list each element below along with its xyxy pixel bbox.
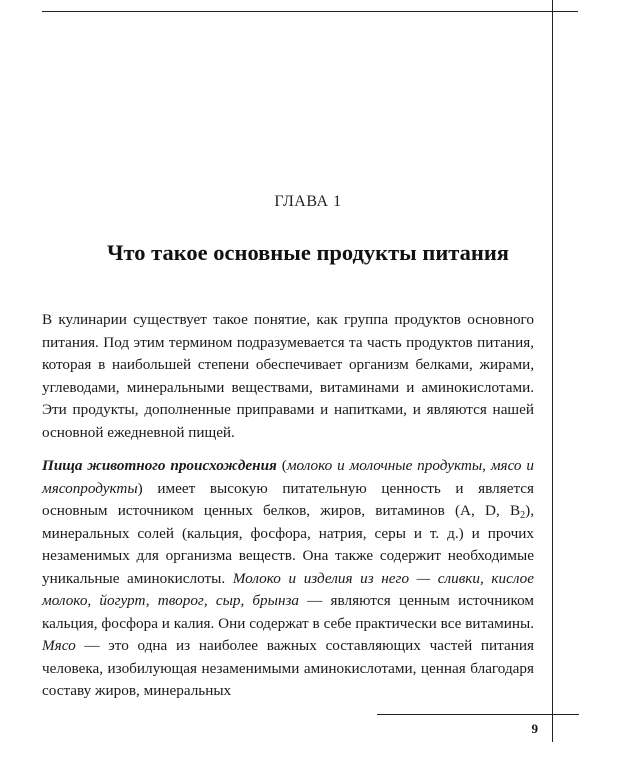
paragraph-animal-food	[42, 455, 534, 703]
paragraph-intro: В кулинарии существует такое понятие, как группа продуктов основного питания. Под этим термином подразумевается та часть продуктов питания, которая в наибольшей степени обеспечивает организм белками, жирами, углеводами, минеральными веществами, витаминами и аминокислотами. Эти продукты, дополненные приправами и напитками, и являются нашей основной ежедневной пищей.	[42, 311, 534, 441]
vitamin-subscript: 2	[520, 510, 526, 521]
paragraph-text-1: ) имеет высокую питательную ценность и является основным источником ценных белков, жиров, витаминов (A, D, B	[42, 479, 534, 519]
paragraph-text-4: — это одна из наиболее важных составляющих частей питания человека, изобилующая незаменимыми аминокислотами, ценная благодаря составу жиров, минеральных	[42, 637, 534, 699]
page-number: 9	[531, 721, 538, 736]
paragraph-heading: Пища животного происхождения	[42, 457, 277, 474]
examples-italic: молоко и молочные продукты, мясо и мясопродукты	[42, 457, 534, 497]
milk-products-italic: Молоко и изделия из него — сливки, кислое молоко, йогурт, творог, сыр, брынза	[42, 569, 534, 609]
chapter-title: Что такое основные продукты питания	[107, 240, 509, 265]
footer-rule	[377, 714, 579, 715]
top-rule	[42, 11, 578, 12]
meat-italic: Мясо	[42, 637, 76, 654]
right-margin-rule	[552, 0, 553, 742]
paragraph-text-3: — являются ценным источником кальция, фосфора и калия. Они содержат в себе практически все витамины.	[42, 592, 534, 632]
chapter-label: ГЛАВА 1	[274, 193, 342, 210]
paragraph-text-2: ), минеральных солей (кальция, фосфора, натрия, серы и т. д.) и прочих незаменимых для организма веществ. Она также содержит необходимые уникальные аминокислоты.	[42, 502, 534, 587]
paren-open: (	[276, 457, 287, 474]
